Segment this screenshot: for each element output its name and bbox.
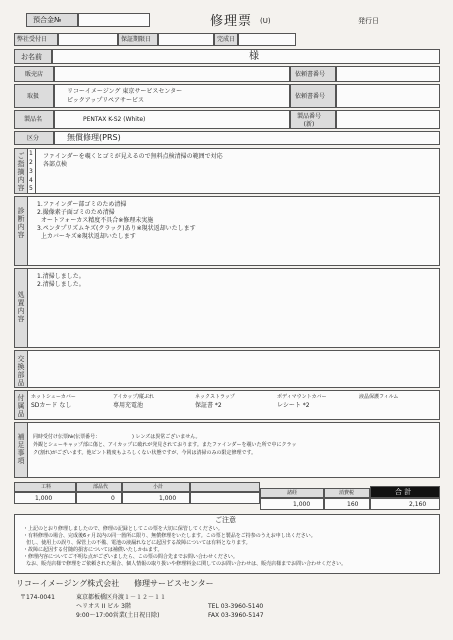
completed-date-label: 完成日 [217, 36, 236, 43]
product-label: 製品名 [24, 116, 43, 123]
request-line: 各部点検 [43, 161, 68, 168]
request-markers [27, 149, 36, 193]
handler-line2: ピックアップリペアサービス [67, 97, 144, 104]
diagnosis-label: 診断内容 [17, 207, 25, 239]
request-line: ファインダーを覗くとゴミが見えるので無料点検清掃の範囲で対応 [43, 153, 223, 160]
notice-title: ご注意 [215, 516, 236, 524]
handler-label: 取扱 [27, 93, 40, 100]
company-name: リコーイメージング株式会社 [16, 579, 120, 588]
handler-request-no-label: 依頼書番号 [295, 93, 326, 100]
diagnosis-line: 1.ファインダー部ゴミのため清掃 [37, 201, 127, 208]
repair-line: 2.清掃しました。 [37, 281, 85, 288]
category-field [54, 131, 440, 145]
customer-honorific: 様 [249, 51, 259, 62]
handler-request-no-field [336, 84, 440, 108]
accessory-value: SDカード なし [31, 402, 72, 409]
accessory-name: ホットシューカバー [31, 394, 76, 400]
cost-subtotal-label: 小計 [122, 482, 190, 492]
category-label: 区分 [27, 135, 40, 142]
accessory-value: レシート *2 [277, 402, 310, 409]
warranty-date-field [158, 33, 214, 46]
warranty-date-label-box [118, 33, 158, 46]
company-address2: ヘリオス II ビル 3階 [76, 603, 131, 610]
repair-label: 処置内容 [17, 291, 25, 323]
request-section [14, 148, 440, 194]
handler-label-box [14, 84, 54, 108]
diagnosis-section [14, 196, 440, 266]
accessory-name: ネックストラップ [195, 394, 235, 400]
notice-line: ・故障に起因する付随的損害については補償いたしかねます。 [23, 547, 163, 553]
accessory-value: 専用充電池 [113, 402, 144, 409]
company-address1: 東京都板橋区舟渡１－１２－１１ [76, 594, 167, 601]
category-value: 無償修理(PRS) [67, 133, 121, 142]
customer-name-field [52, 49, 440, 64]
received-date-label: 弊社受付日 [17, 36, 48, 43]
serial-field [336, 110, 440, 129]
handler-request-no-label-box [290, 84, 336, 108]
accessory-value: 保証書 *2 [195, 402, 222, 409]
accessory-name: アイカップ/縦ぶれ [113, 394, 155, 400]
remarks-line: ク(割れ)がございます。他ピント精度もよろしくない状態ですが、今回は清掃のみの限定修理です。 [33, 450, 257, 456]
customer-name-label: お名前 [21, 53, 42, 61]
product-field [54, 110, 290, 129]
cost-parts-label: 部品代 [76, 482, 122, 492]
cost-blank-value [190, 492, 260, 504]
form-id-field [78, 13, 150, 27]
company-center: 修理サービスセンター [134, 579, 214, 588]
notice-line: なお、販売店様で修理をご依頼された場合、個人情報の取り扱いや修理料金に関してのお問い合わせは、販売店様までお問い合わせください。 [23, 561, 347, 567]
handler-line1: リコーイメージング 東京サービスセンター [67, 88, 183, 95]
cost-total-value: 2,160 [370, 498, 440, 510]
form-id-label-box [26, 13, 78, 27]
store-request-no-label-box [290, 66, 336, 82]
store-label: 販売店 [25, 71, 44, 78]
company-tel: TEL 03-3960-5140 [208, 603, 264, 610]
page-title: 修理票 [210, 14, 253, 29]
diagnosis-line: 上カバーキズ※現状返却いたします [37, 233, 136, 240]
remarks-line: 同時受付け伝票№(伝票番号： ) レンズは異常ございません。 [33, 434, 201, 440]
cost-subtotal-value: 1,000 [122, 492, 190, 504]
accessories-label: 付属品 [17, 394, 25, 418]
cost-table [14, 482, 440, 510]
received-date-label-box [14, 33, 58, 46]
company-postal: 〒174-0041 [20, 594, 55, 601]
category-label-box [14, 131, 54, 145]
notice-line: ・有料修理の場合、完成後6ヶ月以内の同一箇所に限り、無償修理をいたします。この票と製品をご持参のうえお申し出ください。 [23, 533, 316, 539]
notice-line: 但し、使用上の誤り、保管上の不備、電池の液漏れなどに起因する故障については有料となります。 [23, 540, 251, 546]
diagnosis-line: 3.ペンタプリズムキズ(クラック)あり※現状返却いたします [37, 225, 196, 232]
notice-box [14, 514, 440, 574]
remarks-section [14, 422, 440, 478]
remarks-line: 外観とシューキャップ部に傷と、アイカップに破れが発見されております。またファインダーを覗いた所で中にクラッ [33, 442, 297, 448]
request-marker: 2 [29, 159, 33, 166]
page-title-suffix: (U) [260, 17, 271, 25]
repair-section [14, 268, 440, 348]
product-label-box [14, 110, 54, 129]
request-marker: 5 [29, 185, 33, 192]
customer-name-label-box [14, 49, 52, 64]
accessory-name: ボディマウントカバー [277, 394, 327, 400]
issue-date-label: 発行日 [358, 17, 379, 25]
parts-section [14, 350, 440, 388]
diagnosis-line: 2.撮像素子面ゴミのため清掃 [37, 209, 115, 216]
cost-tax-label: 消費税 [324, 488, 370, 498]
handler-field [54, 84, 290, 108]
notice-line: ・上記のとおり修理しましたので、修理の記録としてこの票を大切に保管してください。 [23, 526, 223, 532]
company-fax: FAX 03-3960-5147 [208, 612, 264, 619]
cost-misc-label: 諸経 [260, 488, 324, 498]
serial-label: 製品番号 (新) [297, 113, 322, 128]
completed-date-field [238, 33, 296, 46]
accessories-section [14, 390, 440, 420]
cost-parts-value: 0 [76, 492, 122, 504]
parts-label: 交換部品 [17, 355, 25, 387]
cost-total-label: 合 計 [370, 486, 440, 498]
serial-label-box [290, 110, 336, 129]
request-label: ご指摘内容 [17, 152, 25, 192]
store-request-no-field [336, 66, 440, 82]
notice-line: ・修理内容についてご不明な点がございましたら、この票の問合先までお問い合わせください。 [23, 554, 238, 560]
received-date-field [58, 33, 118, 46]
remarks-label: 補足事項 [17, 433, 25, 465]
accessory-name: 液晶保護フィルム [359, 394, 399, 400]
store-request-no-label: 依頼書番号 [295, 71, 326, 78]
cost-blank-label [190, 482, 260, 492]
cost-labor-value: 1,000 [14, 492, 76, 504]
repair-line: 1.清掃しました。 [37, 273, 85, 280]
cost-labor-label: 工料 [14, 482, 76, 492]
company-hours: 9:00～17:00営業(土日祝日除) [76, 612, 160, 619]
form-id-label: 預合金№ [33, 16, 62, 24]
store-label-box [14, 66, 54, 82]
completed-date-label-box [214, 33, 238, 46]
request-marker: 4 [29, 177, 33, 184]
store-field [54, 66, 290, 82]
diagnosis-line: オートフォーカス精度不具合※修理未実施 [37, 217, 154, 224]
warranty-date-label: 保証期限日 [121, 36, 152, 43]
cost-tax-value: 160 [324, 498, 370, 510]
request-marker: 1 [29, 150, 33, 157]
product-name: PENTAX K-S2 (White) [83, 116, 146, 123]
request-marker: 3 [29, 168, 33, 175]
cost-misc-value: 1,000 [260, 498, 324, 510]
